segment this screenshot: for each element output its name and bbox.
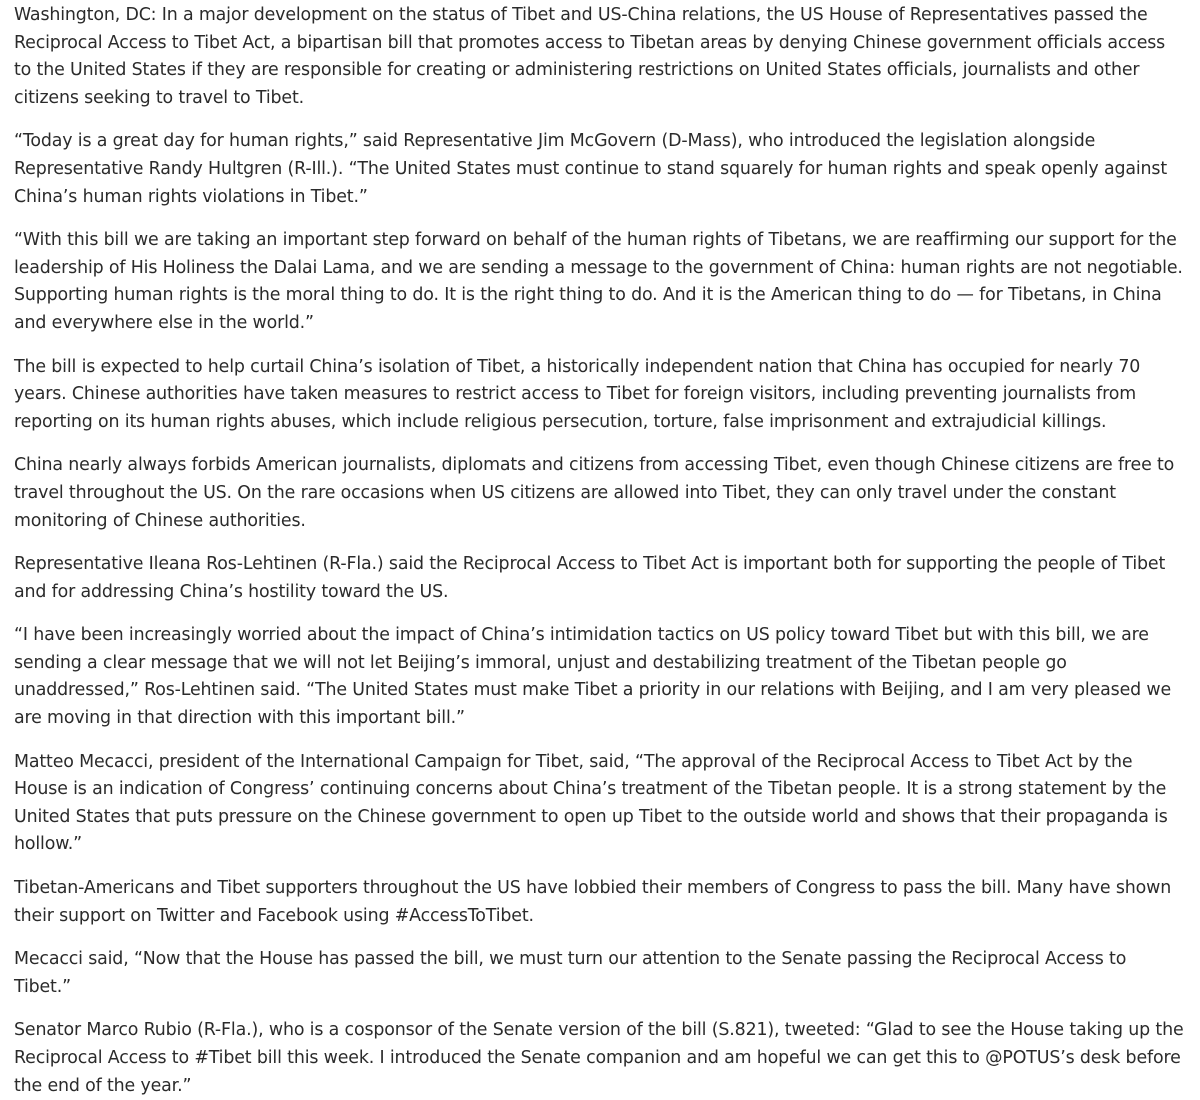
paragraph-isolation-of-tibet: The bill is expected to help curtail China’s isolation of Tibet, a historically independent nation that China has occupied for nearly 70 years. Chinese authorities have taken measures to restrict access to Tibet for foreign visitors, including preventing journalists from reporting on its human rights abuses, which include religious persecution, torture, false imprisonment and extrajudicial killings. [14, 356, 1141, 432]
paragraph-washington-lede: Washington, DC: In a major development on the status of Tibet and US-China relations, the US House of Representatives passed the Reciprocal Access to Tibet Act, a bipartisan bill that promotes access to Tibetan areas by denying Chinese government officials access to the United States if they are responsible for creating or administering restrictions on United States officials, journalists and other citizens seeking to travel to Tibet. [14, 5, 1166, 108]
paragraph-supporters-lobbying: Tibetan-Americans and Tibet supporters throughout the US have lobbied their members of Congress to pass the bill. Many have shown their support on Twitter and Facebook using #AccessToTibet. [14, 878, 1172, 926]
paragraph-access-restrictions: China nearly always forbids American journalists, diplomats and citizens from accessing Tibet, even though Chinese citizens are free to travel throughout the US. On the rare occasions when US citizens are allowed into Tibet, they can only travel under the constant monitoring of Chinese authorities. [14, 455, 1175, 531]
paragraph-mecacci-quote: Matteo Mecacci, president of the International Campaign for Tibet, said, “The approval of the Reciprocal Access to Tibet Act by the House is an indication of Congress’ continuing concerns about China’s treatment of the Tibetan people. It is a strong statement by the United States that puts pressure on the Chinese government to open up Tibet to the outside world and shows that their propaganda is hollow.” [14, 751, 1168, 855]
paragraph-mcgovern-quote-continued: “With this bill we are taking an important step forward on behalf of the human rights of Tibetans, we are reaffirming our support for the leadership of His Holiness the Dalai Lama, and we are sending a message to the government of China: human rights are not negotiable. Supporting human rights is the moral thing to do. It is the right thing to do. And it is the American thing to do — for Tibetans, in China and everywhere else in the world.” [14, 230, 1183, 333]
paragraph-rubio-tweet: Senator Marco Rubio (R-Fla.), who is a cosponsor of the Senate version of the bill (S.821), tweeted: “Glad to see the House taking up the Reciprocal Access to #Tibet bill this week. I introduced the Senate companion and am hopeful we can get this to @POTUS’s desk before the end of the year.” [14, 1020, 1184, 1096]
paragraph-ros-lehtinen-quote: “I have been increasingly worried about the impact of China’s intimidation tactics on US policy toward Tibet but with this bill, we are sending a clear message that we will not let Beijing’s immoral, unjust and destabilizing treatment of the Tibetan people go unaddressed,” Ros-Lehtinen said. “The United States must make Tibet a priority in our relations with Beijing, and I am very pleased we are moving in that direction with this important bill.” [14, 625, 1172, 729]
paragraph-mecacci-senate: Mecacci said, “Now that the House has passed the bill, we must turn our attention to the Senate passing the Reciprocal Access to Tibet.” [14, 949, 1127, 997]
paragraph-ros-lehtinen-summary: Representative Ileana Ros-Lehtinen (R-Fla.) said the Reciprocal Access to Tibet Act is important both for supporting the people of Tibet and for addressing China’s hostility toward the US. [14, 554, 1166, 602]
paragraph-mcgovern-quote: “Today is a great day for human rights,” said Representative Jim McGovern (D-Mass), who introduced the legislation alongside Representative Randy Hultgren (R-Ill.). “The United States must continue to stand squarely for human rights and speak openly against China’s human rights violations in Tibet.” [14, 131, 1167, 207]
